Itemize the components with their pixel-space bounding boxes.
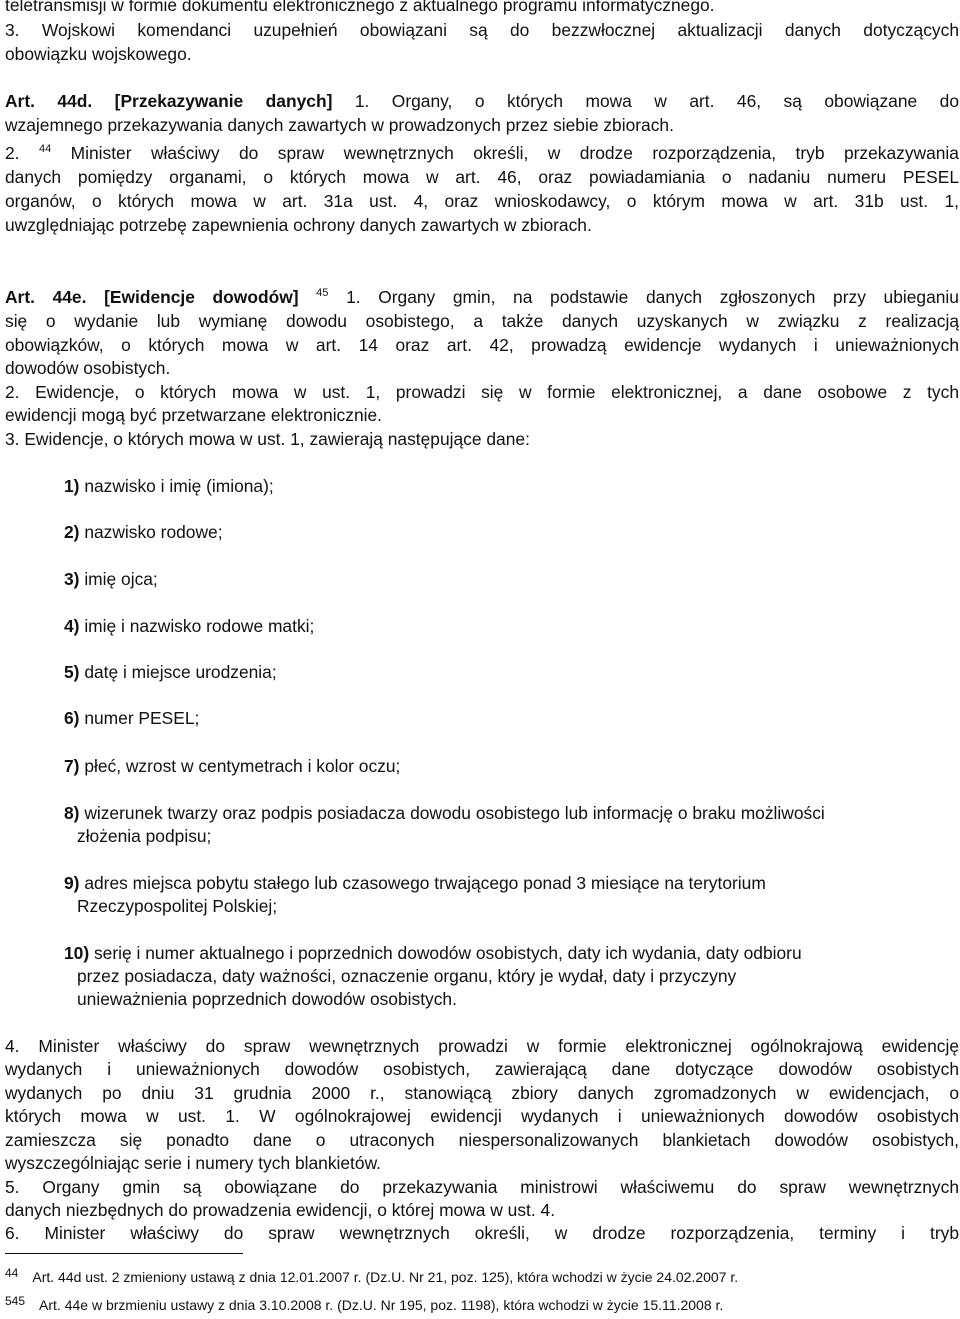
footnote-ref: 45 — [316, 287, 329, 299]
item-number: 5) — [64, 662, 80, 682]
list-item — [64, 661, 277, 683]
list-item-continuation: unieważnienia poprzednich dowodów osobistych. — [77, 989, 457, 1009]
footnote-separator — [5, 1253, 243, 1254]
text-line: wyszczególniając serie i numery tych blankietów. — [5, 1153, 381, 1173]
item-text: imię i nazwisko rodowe matki; — [84, 616, 315, 636]
text-line: których mowa w ust. 1. W ogólnokrajowej ewidencji wydanych i unieważnionych dowodów osobistych — [5, 1106, 959, 1126]
text-line: wydanych i unieważnionych dowodów osobistych, zawierającą dane dotyczące dowodów osobistych — [5, 1059, 959, 1079]
footnote-mark: 44 — [5, 1266, 19, 1280]
text-line: uwzględniając potrzebę zapewnienia ochrony danych zawartych w zbiorach. — [5, 215, 592, 235]
paragraph-number: 2. — [5, 143, 20, 163]
item-text: imię ojca; — [84, 569, 158, 589]
paragraph-2-line — [5, 142, 959, 164]
item-number: 7) — [64, 756, 80, 776]
footnote — [5, 1296, 723, 1314]
text-line: 4. Minister właściwy do spraw wewnętrznych prowadzi w formie elektronicznej ogólnokrajową ewidencję — [5, 1036, 959, 1056]
list-item — [64, 521, 223, 543]
text-line: danych pomiędzy organami, o których mowa w art. 46, oraz powiadamiania o nadaniu numeru PESEL — [5, 167, 959, 187]
list-item — [64, 942, 802, 964]
text: Minister właściwy do spraw wewnętrznych określi, w drodze rozporządzenia, tryb przekazywania — [70, 143, 959, 163]
article-44d-line — [5, 90, 959, 112]
item-text: numer PESEL; — [84, 708, 200, 728]
list-item — [64, 872, 766, 894]
item-text: nazwisko i imię (imiona); — [84, 476, 274, 496]
list-item — [64, 615, 314, 637]
text-line: 3. Wojskowi komendanci uzupełnień obowiązani są do bezzwłocznej aktualizacji danych dotyczących — [5, 20, 959, 40]
footnote-text: Art. 44e w brzmieniu ustawy z dnia 3.10.2008 r. (Dz.U. Nr 195, poz. 1198), która wchodzi w życie 15.11.2008 r. — [39, 1297, 724, 1313]
list-item — [64, 475, 274, 497]
text-line: 2. Ewidencje, o których mowa w ust. 1, prowadzi się w formie elektronicznej, a dane osobowe z tych — [5, 382, 959, 402]
item-number: 8) — [64, 803, 80, 823]
item-text: datę i miejsce urodzenia; — [84, 662, 277, 682]
list-item — [64, 568, 158, 590]
item-number: 9) — [64, 873, 80, 893]
item-number: 4) — [64, 616, 80, 636]
item-number: 10) — [64, 943, 90, 963]
text: 1. Organy, o których mowa w art. 46, są obowiązane do — [354, 91, 959, 111]
footnote — [5, 1268, 738, 1286]
text-line: dowodów osobistych. — [5, 358, 171, 378]
text-line: ewidencji mogą być przetwarzane elektronicznie. — [5, 405, 382, 425]
text-line: 6. Minister właściwy do spraw wewnętrznych określi, w drodze rozporządzenia, terminy i tryb — [5, 1223, 959, 1243]
list-item-continuation: przez posiadacza, daty ważności, oznaczenie organu, który je wydał, daty i przyczyny — [77, 966, 737, 986]
item-text: serię i numer aktualnego i poprzednich dowodów osobistych, daty ich wydania, daty odbioru — [93, 943, 802, 963]
list-item — [64, 802, 825, 824]
text-line: obowiązków, o których mowa w art. 14 oraz art. 42, prowadzą ewidencje wydanych i unieważnionych — [5, 335, 959, 355]
item-number: 1) — [64, 476, 80, 496]
footnote-ref: 44 — [38, 143, 52, 155]
article-heading: Art. 44e. [Ewidencje dowodów] — [5, 287, 299, 307]
article-44e-line — [5, 286, 959, 308]
text-line: 3. Ewidencje, o których mowa w ust. 1, zawierają następujące dane: — [5, 429, 530, 449]
item-text: nazwisko rodowe; — [84, 522, 223, 542]
text-line: wzajemnego przekazywania danych zawartych w prowadzonych przez siebie zbiorach. — [5, 115, 674, 135]
text-line: obowiązku wojskowego. — [5, 44, 192, 64]
item-text: adres miejsca pobytu stałego lub czasowego trwającego ponad 3 miesiące na terytorium — [84, 873, 766, 893]
list-item-continuation: Rzeczypospolitej Polskiej; — [77, 896, 278, 916]
list-item — [64, 755, 400, 777]
text-line: danych niezbędnych do prowadzenia ewidencji, o której mowa w ust. 4. — [5, 1200, 556, 1220]
text-line: 5. Organy gmin są obowiązane do przekazywania ministrowi właściwemu do spraw wewnętrznych — [5, 1177, 959, 1197]
item-number: 6) — [64, 708, 80, 728]
text-line: organów, o których mowa w art. 31a ust. 4, oraz wnioskodawcy, o którym mowa w art. 31b ust. 1, — [5, 191, 959, 211]
text-line: wydanych po dniu 31 grudnia 2000 r., stanowiącą zbiory danych zgromadzonych w ewidencjach, o — [5, 1083, 959, 1103]
text: 1. Organy gmin, na podstawie danych zgłoszonych przy ubieganiu — [346, 287, 959, 307]
article-heading: Art. 44d. [Przekazywanie danych] — [5, 91, 333, 111]
text-line: teletransmisji w formie dokumentu elektronicznego z aktualnego programu informatycznego. — [5, 0, 715, 15]
item-number: 3) — [64, 569, 80, 589]
footnote-mark: 545 — [5, 1294, 26, 1308]
footnote-text: Art. 44d ust. 2 zmieniony ustawą z dnia 12.01.2007 r. (Dz.U. Nr 21, poz. 125), która wchodzi w życie 24.02.2007 r. — [32, 1269, 739, 1285]
text-line: zamieszcza się ponadto dane o utraconych niespersonalizowanych blankietach dowodów osobistych, — [5, 1130, 959, 1150]
item-number: 2) — [64, 522, 80, 542]
text-line: się o wydanie lub wymianę dowodu osobistego, a także danych uzyskanych w związku z realizacją — [5, 311, 959, 331]
item-text: wizerunek twarzy oraz podpis posiadacza dowodu osobistego lub informację o braku możliwości — [84, 803, 825, 823]
list-item-continuation: złożenia podpisu; — [77, 826, 212, 846]
list-item — [64, 707, 199, 729]
item-text: płeć, wzrost w centymetrach i kolor oczu; — [84, 756, 401, 776]
